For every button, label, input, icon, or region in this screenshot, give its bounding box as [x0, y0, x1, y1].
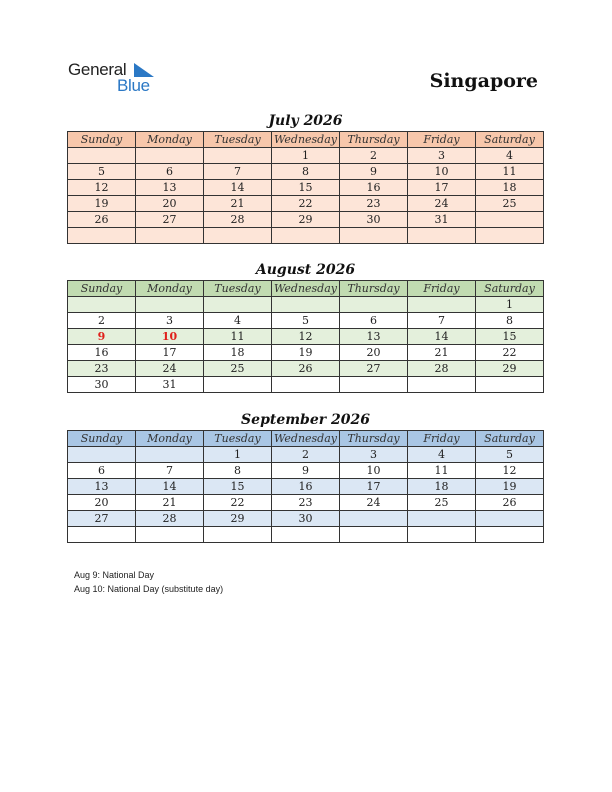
week-row — [68, 377, 544, 393]
day-cell: 18 — [204, 345, 272, 361]
day-cell: 18 — [476, 180, 544, 196]
calendar-table — [67, 280, 544, 393]
empty-day-cell — [272, 377, 340, 393]
empty-day-cell — [272, 297, 340, 313]
weekday-header: Tuesday — [204, 132, 272, 148]
day-cell: 28 — [408, 361, 476, 377]
day-cell: 2 — [272, 447, 340, 463]
empty-day-cell — [340, 297, 408, 313]
empty-day-cell — [68, 527, 136, 543]
weekday-header: Tuesday — [204, 431, 272, 447]
day-cell: 12 — [476, 463, 544, 479]
day-cell: 29 — [204, 511, 272, 527]
empty-day-cell — [68, 447, 136, 463]
day-cell: 6 — [68, 463, 136, 479]
day-cell: 7 — [408, 313, 476, 329]
empty-day-cell — [272, 527, 340, 543]
day-cell: 27 — [136, 212, 204, 228]
empty-day-cell — [340, 511, 408, 527]
day-cell: 30 — [340, 212, 408, 228]
day-cell: 22 — [272, 196, 340, 212]
empty-day-cell — [68, 228, 136, 244]
week-row — [68, 479, 544, 495]
day-cell: 24 — [408, 196, 476, 212]
day-cell: 3 — [340, 447, 408, 463]
day-cell: 13 — [136, 180, 204, 196]
empty-day-cell — [68, 297, 136, 313]
empty-day-cell — [136, 447, 204, 463]
country-title: Singapore — [429, 70, 538, 92]
empty-day-cell — [476, 228, 544, 244]
weekday-header: Saturday — [476, 281, 544, 297]
day-cell: 13 — [68, 479, 136, 495]
day-cell: 7 — [136, 463, 204, 479]
weekday-header: Thursday — [340, 431, 408, 447]
day-cell: 26 — [272, 361, 340, 377]
weekday-header: Friday — [408, 431, 476, 447]
day-cell: 2 — [68, 313, 136, 329]
day-cell: 25 — [408, 495, 476, 511]
week-row — [68, 228, 544, 244]
generalblue-logo — [68, 60, 168, 96]
day-cell: 21 — [204, 196, 272, 212]
month-title: August 2026 — [255, 262, 356, 278]
week-row — [68, 511, 544, 527]
day-cell: 25 — [476, 196, 544, 212]
day-cell: 12 — [68, 180, 136, 196]
day-cell: 11 — [204, 329, 272, 345]
weekday-header: Wednesday — [272, 431, 340, 447]
week-row — [68, 527, 544, 543]
week-row — [68, 297, 544, 313]
month-title: September 2026 — [241, 412, 370, 428]
day-cell: 16 — [68, 345, 136, 361]
week-row — [68, 495, 544, 511]
day-cell: 15 — [272, 180, 340, 196]
empty-day-cell — [204, 297, 272, 313]
day-cell: 25 — [204, 361, 272, 377]
day-cell: 27 — [340, 361, 408, 377]
week-row — [68, 196, 544, 212]
day-cell: 14 — [408, 329, 476, 345]
day-cell: 11 — [408, 463, 476, 479]
month-september — [67, 410, 544, 543]
day-cell: 24 — [340, 495, 408, 511]
day-cell: 26 — [68, 212, 136, 228]
week-row — [68, 345, 544, 361]
day-cell: 23 — [272, 495, 340, 511]
empty-day-cell — [476, 377, 544, 393]
empty-day-cell — [408, 377, 476, 393]
day-cell: 19 — [68, 196, 136, 212]
day-cell: 4 — [204, 313, 272, 329]
week-row — [68, 463, 544, 479]
day-cell: 23 — [68, 361, 136, 377]
logo-text-general: General — [68, 60, 127, 79]
week-row — [68, 148, 544, 164]
day-cell: 10 — [340, 463, 408, 479]
empty-day-cell — [136, 297, 204, 313]
weekday-header-row — [68, 281, 544, 297]
month-august — [67, 260, 544, 393]
empty-day-cell — [476, 212, 544, 228]
week-row — [68, 313, 544, 329]
day-cell: 26 — [476, 495, 544, 511]
day-cell: 5 — [476, 447, 544, 463]
empty-day-cell — [408, 527, 476, 543]
month-july — [67, 111, 544, 244]
weekday-header: Sunday — [68, 281, 136, 297]
day-cell: 14 — [204, 180, 272, 196]
day-cell: 17 — [136, 345, 204, 361]
empty-day-cell — [136, 148, 204, 164]
calendar-table — [67, 131, 544, 244]
empty-day-cell — [408, 228, 476, 244]
day-cell: 8 — [476, 313, 544, 329]
day-cell: 28 — [136, 511, 204, 527]
weekday-header: Wednesday — [272, 132, 340, 148]
day-cell: 18 — [408, 479, 476, 495]
empty-day-cell — [340, 228, 408, 244]
day-cell: 6 — [136, 164, 204, 180]
day-cell: 31 — [408, 212, 476, 228]
day-cell: 3 — [136, 313, 204, 329]
weekday-header: Tuesday — [204, 281, 272, 297]
day-cell: 20 — [68, 495, 136, 511]
day-cell: 5 — [272, 313, 340, 329]
day-cell: 14 — [136, 479, 204, 495]
day-cell: 10 — [408, 164, 476, 180]
day-cell: 30 — [272, 511, 340, 527]
day-cell: 3 — [408, 148, 476, 164]
day-cell: 11 — [476, 164, 544, 180]
logo-triangle-icon — [134, 63, 154, 77]
day-cell: 5 — [68, 164, 136, 180]
day-cell: 16 — [340, 180, 408, 196]
weekday-header: Thursday — [340, 132, 408, 148]
day-cell: 1 — [204, 447, 272, 463]
empty-day-cell — [476, 527, 544, 543]
empty-day-cell — [408, 511, 476, 527]
day-cell: 17 — [340, 479, 408, 495]
day-cell: 1 — [272, 148, 340, 164]
day-cell: 17 — [408, 180, 476, 196]
weekday-header: Saturday — [476, 132, 544, 148]
empty-day-cell — [204, 527, 272, 543]
week-row — [68, 361, 544, 377]
empty-day-cell — [408, 297, 476, 313]
day-cell: 30 — [68, 377, 136, 393]
weekday-header: Friday — [408, 281, 476, 297]
day-cell: 15 — [204, 479, 272, 495]
day-cell: 4 — [408, 447, 476, 463]
day-cell: 9 — [272, 463, 340, 479]
day-cell: 19 — [272, 345, 340, 361]
day-cell: 28 — [204, 212, 272, 228]
empty-day-cell — [136, 228, 204, 244]
day-cell: 16 — [272, 479, 340, 495]
logo-text-blue: Blue — [117, 76, 150, 95]
empty-day-cell — [272, 228, 340, 244]
holiday-note: Aug 10: National Day (substitute day) — [74, 584, 224, 594]
weekday-header: Sunday — [68, 431, 136, 447]
day-cell: 8 — [272, 164, 340, 180]
day-cell: 23 — [340, 196, 408, 212]
day-cell: 1 — [476, 297, 544, 313]
empty-day-cell — [204, 148, 272, 164]
day-cell: 22 — [204, 495, 272, 511]
week-row — [68, 180, 544, 196]
month-title: July 2026 — [268, 113, 343, 129]
empty-day-cell — [136, 527, 204, 543]
weekday-header-row — [68, 431, 544, 447]
week-row — [68, 329, 544, 345]
empty-day-cell — [204, 377, 272, 393]
week-row — [68, 212, 544, 228]
day-cell: 9 — [340, 164, 408, 180]
weekday-header: Monday — [136, 132, 204, 148]
day-cell: 9 — [68, 329, 136, 345]
week-row — [68, 447, 544, 463]
day-cell: 10 — [136, 329, 204, 345]
day-cell: 7 — [204, 164, 272, 180]
day-cell: 24 — [136, 361, 204, 377]
day-cell: 21 — [136, 495, 204, 511]
empty-day-cell — [340, 527, 408, 543]
holiday-note: Aug 9: National Day — [74, 570, 155, 580]
calendar-table — [67, 430, 544, 543]
weekday-header: Thursday — [340, 281, 408, 297]
weekday-header: Wednesday — [272, 281, 340, 297]
weekday-header: Monday — [136, 431, 204, 447]
weekday-header-row — [68, 132, 544, 148]
weekday-header: Sunday — [68, 132, 136, 148]
empty-day-cell — [476, 511, 544, 527]
empty-day-cell — [204, 228, 272, 244]
day-cell: 13 — [340, 329, 408, 345]
day-cell: 2 — [340, 148, 408, 164]
day-cell: 6 — [340, 313, 408, 329]
day-cell: 8 — [204, 463, 272, 479]
weekday-header: Friday — [408, 132, 476, 148]
day-cell: 20 — [340, 345, 408, 361]
day-cell: 20 — [136, 196, 204, 212]
day-cell: 15 — [476, 329, 544, 345]
day-cell: 22 — [476, 345, 544, 361]
weekday-header: Monday — [136, 281, 204, 297]
holiday-notes — [74, 568, 223, 596]
day-cell: 29 — [476, 361, 544, 377]
empty-day-cell — [68, 148, 136, 164]
day-cell: 12 — [272, 329, 340, 345]
day-cell: 31 — [136, 377, 204, 393]
day-cell: 21 — [408, 345, 476, 361]
day-cell: 4 — [476, 148, 544, 164]
day-cell: 27 — [68, 511, 136, 527]
day-cell: 19 — [476, 479, 544, 495]
week-row — [68, 164, 544, 180]
empty-day-cell — [340, 377, 408, 393]
weekday-header: Saturday — [476, 431, 544, 447]
day-cell: 29 — [272, 212, 340, 228]
